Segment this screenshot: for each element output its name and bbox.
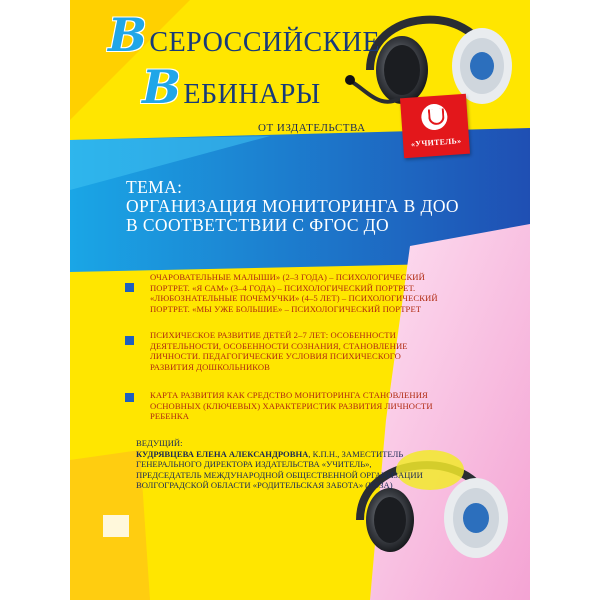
logo-emblem bbox=[420, 103, 448, 131]
lead-title: , К.П.Н., ЗАМЕСТИТЕЛЬ bbox=[308, 448, 404, 459]
bullet-line: ЛИЧНОСТИ. ПЕДАГОГИЧЕСКИЕ УСЛОВИЯ ПСИХИЧЕСКОГО bbox=[150, 351, 401, 361]
bullet-line: ОЧАРОВАТЕЛЬНЫЕ МАЛЫШИ» (2–3 ГОДА) – ПСИХОЛОГИЧЕСКИЙ bbox=[150, 272, 425, 282]
publisher-logo-icon bbox=[400, 94, 470, 158]
bullet-line: ДЕЯТЕЛЬНОСТИ, ОСОБЕННОСТИ СОЗНАНИЯ, СТАНОВЛЕНИЕ bbox=[150, 340, 408, 351]
bullet-line: РЕБЕНКА bbox=[150, 411, 190, 421]
topic-line: В СООТВЕТСТВИИ С ФГОС ДО bbox=[126, 215, 390, 235]
white-square-icon bbox=[103, 515, 129, 537]
title-initial: В bbox=[108, 8, 148, 62]
lead-presenter bbox=[136, 438, 423, 491]
logo-text: «УЧИТЕЛЬ» bbox=[410, 136, 462, 149]
bullet-line: КАРТА РАЗВИТИЯ КАК СРЕДСТВО МОНИТОРИНГА СТАНОВЛЕНИЯ bbox=[150, 390, 428, 400]
title-line-2 bbox=[142, 60, 321, 114]
bullet-line: ПОРТРЕТ. «МЫ УЖЕ БОЛЬШИЕ» – ПСИХОЛОГИЧЕСКИЙ ПОРТРЕТ bbox=[150, 303, 422, 314]
topic-line: ОРГАНИЗАЦИЯ МОНИТОРИНГА В ДОО bbox=[126, 196, 459, 216]
title-rest: СЕРОССИЙСКИЕ bbox=[149, 27, 381, 58]
bullet-line: ПСИХИЧЕСКОЕ РАЗВИТИЕ ДЕТЕЙ 2–7 ЛЕТ: ОСОБЕННОСТИ bbox=[150, 330, 396, 340]
title-initial: В bbox=[142, 60, 182, 114]
bullet-item bbox=[150, 330, 495, 372]
lead-line: ГЕНЕРАЛЬНОГО ДИРЕКТОРА ИЗДАТЕЛЬСТВА «УЧИТЕЛЬ», bbox=[136, 459, 372, 469]
title-line-1 bbox=[108, 8, 380, 62]
square-bullet-icon bbox=[125, 283, 134, 292]
bullet-line: ОСНОВНЫХ (КЛЮЧЕВЫХ) ХАРАКТЕРИСТИК РАЗВИТИЯ ЛИЧНОСТИ bbox=[150, 400, 433, 411]
publisher-label: ОТ ИЗДАТЕЛЬСТВА bbox=[258, 122, 366, 134]
bullet-line: ПОРТРЕТ. «Я САМ» (3–4 ГОДА) – ПСИХОЛОГИЧЕСКИЙ ПОРТРЕТ. bbox=[150, 282, 416, 293]
lead-first-line bbox=[136, 449, 423, 460]
square-bullet-icon bbox=[125, 336, 134, 345]
topic-line: ТЕМА: bbox=[126, 177, 183, 197]
bullet-line: РАЗВИТИЯ ДОШКОЛЬНИКОВ bbox=[150, 361, 271, 372]
webinar-poster bbox=[70, 0, 530, 600]
lead-name: КУДРЯВЦЕВА ЕЛЕНА АЛЕКСАНДРОВНА bbox=[136, 448, 309, 459]
bullet-line: «ЛЮБОЗНАТЕЛЬНЫЕ ПОЧЕМУЧКИ» (4–5 ЛЕТ) – ПСИХОЛОГИЧЕСКИЙ bbox=[150, 293, 438, 303]
bullet-item bbox=[150, 390, 495, 422]
topic-heading bbox=[126, 178, 459, 235]
lead-line: ПРЕДСЕДАТЕЛЬ МЕЖДУНАРОДНОЙ ОБЩЕСТВЕННОЙ ОРГАНИЗАЦИИ bbox=[136, 469, 423, 480]
square-bullet-icon bbox=[125, 393, 134, 402]
lead-line: ВОЛГОГРАДСКОЙ ОБЛАСТИ «РОДИТЕЛЬСКАЯ ЗАБОТА» (РОЗА) bbox=[136, 480, 393, 490]
bullet-item bbox=[150, 272, 495, 314]
lead-label: ВЕДУЩИЙ: bbox=[136, 438, 183, 448]
title-rest: ЕБИНАРЫ bbox=[183, 79, 321, 110]
